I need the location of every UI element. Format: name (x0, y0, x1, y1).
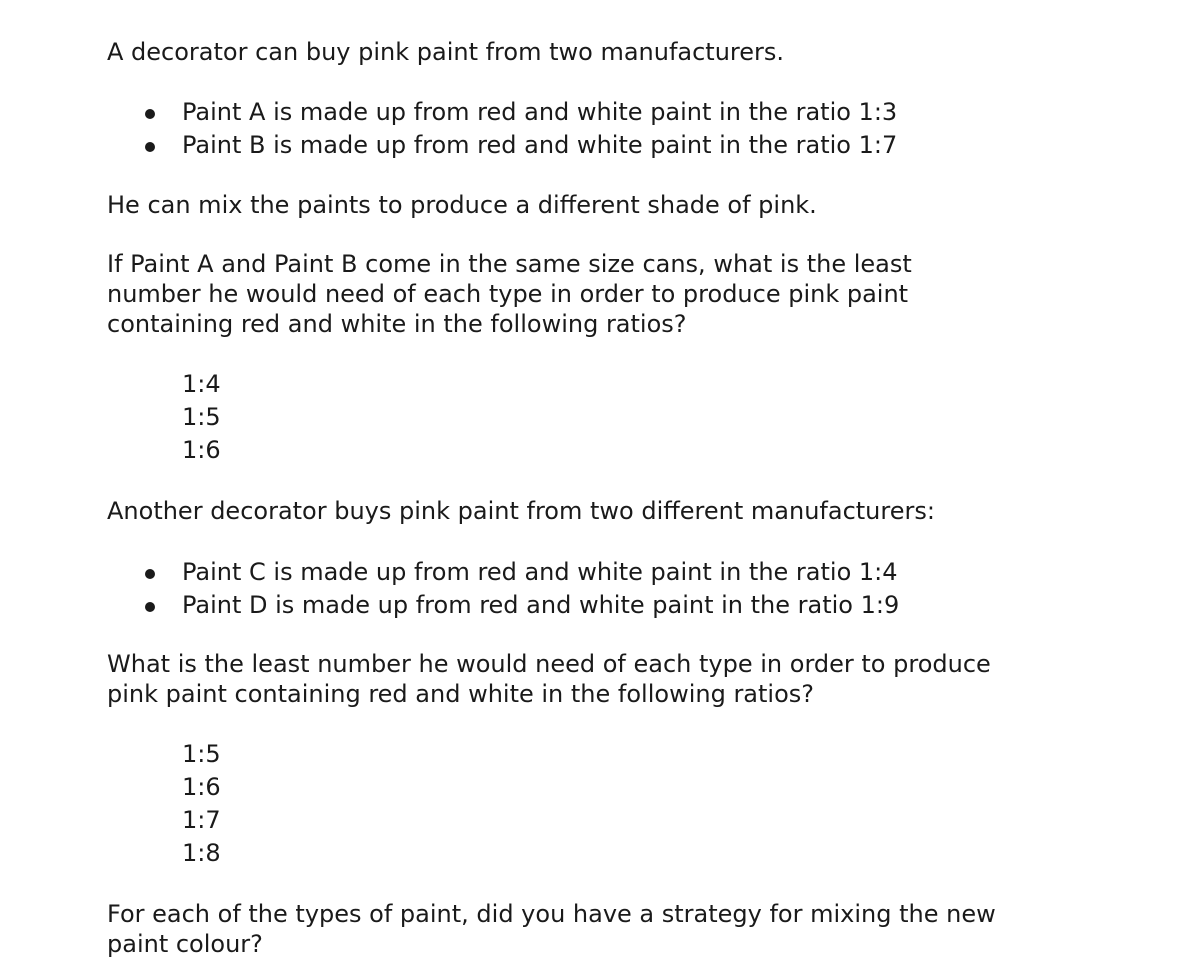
list-item (107, 96, 897, 129)
mix-text: He can mix the paints to produce a different shade of pink. (107, 191, 817, 219)
ratio-item: 1:5 (182, 403, 221, 431)
ratio-item: 1:5 (182, 740, 221, 768)
final-question (107, 899, 996, 959)
paint-d-text: Paint D is made up from red and white paint in the ratio 1:9 (182, 591, 900, 619)
ratio-item: 1:6 (182, 773, 221, 801)
final-question-line: paint colour? (107, 930, 263, 958)
question-1-line: containing red and white in the following ratios? (107, 310, 687, 338)
intro-2-text: Another decorator buys pink paint from two different manufacturers: (107, 497, 935, 525)
ratio-item: 1:8 (182, 839, 221, 867)
list-item (107, 589, 899, 622)
paint-c-text: Paint C is made up from red and white paint in the ratio 1:4 (182, 558, 898, 586)
ratio-item: 1:6 (182, 436, 221, 464)
question-1-line: number he would need of each type in order to produce pink paint (107, 280, 909, 308)
question-2-line: What is the least number he would need of each type in order to produce (107, 650, 991, 678)
ratio-item: 1:4 (182, 370, 221, 398)
question-2 (107, 649, 991, 709)
final-question-line: For each of the types of paint, did you have a strategy for mixing the new (107, 900, 996, 928)
ratio-list-1 (182, 368, 221, 467)
question-1 (107, 249, 912, 339)
list-item (107, 556, 899, 589)
bullet-icon (145, 109, 155, 119)
question-2-line: pink paint containing red and white in the following ratios? (107, 680, 815, 708)
bullet-icon (145, 569, 155, 579)
question-1-line: If Paint A and Paint B come in the same size cans, what is the least (107, 250, 912, 278)
bullet-icon (145, 602, 155, 612)
list-item (107, 129, 897, 162)
paint-list-a-b (107, 96, 897, 162)
bullet-icon (145, 142, 155, 152)
ratio-item: 1:7 (182, 806, 221, 834)
paint-list-c-d (107, 556, 899, 622)
paint-b-text: Paint B is made up from red and white paint in the ratio 1:7 (182, 131, 898, 159)
ratio-list-2 (182, 738, 221, 870)
intro-text: A decorator can buy pink paint from two manufacturers. (107, 38, 785, 66)
paint-a-text: Paint A is made up from red and white paint in the ratio 1:3 (182, 98, 898, 126)
